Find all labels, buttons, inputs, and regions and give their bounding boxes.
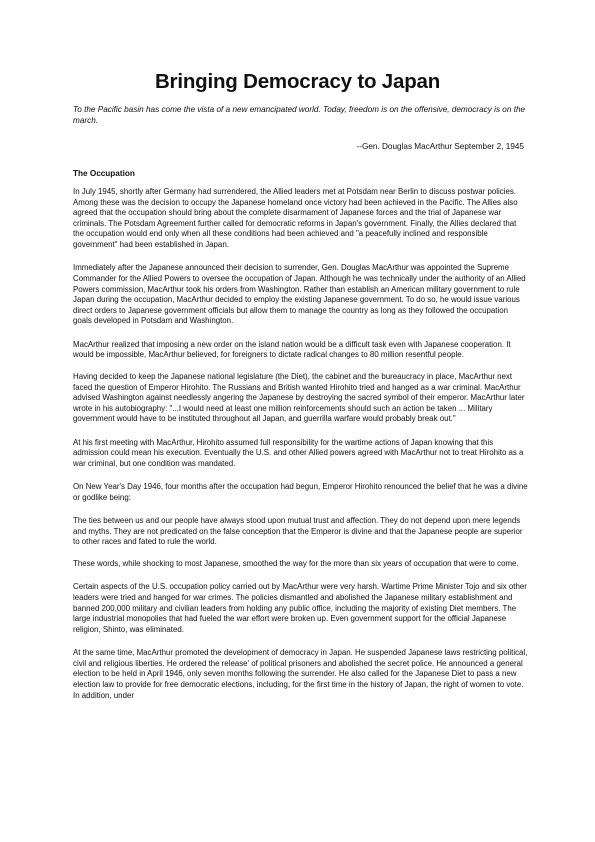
section-heading: The Occupation (73, 169, 135, 178)
paragraph: In July 1945, shortly after Germany had surrendered, the Allied leaders met at Potsdam near Berlin to discuss postwar policies. Among these was the decision to occupy the Japanese homeland once victory had been achieved in the Pacific. The Allies also agreed that the occupation should bring about the complete disarmament of Japanese forces and the trial of Japanese war criminals. The Potsdam Agreement further called for democratic reforms in Japan's government. Finally, the Allies declared that the occupation would end only when all these conditions had been achieved and "a peacefully inclined and responsible government" had been established in Japan. (73, 187, 518, 249)
paragraph: These words, while shocking to most Japanese, smoothed the way for the more than six years of occupation that were to come. (73, 559, 519, 569)
body-text (73, 187, 528, 714)
paragraph: Having decided to keep the Japanese national legislature (the Diet), the cabinet and the bureaucracy in place, MacArthur next faced the question of Emperor Hirohito. The Russians and British wanted Hirohito tried and hanged as a war criminal. MacArthur advised Washington against needlessly angering the Japanese by destroying the sacred symbol of their emperor. MacArthur later wrote in his autobiography: "...I would need at least one million reinforcements should such an action be taken ... Military government would have to be instituted throughout all Japan, and guerrilla warfare would probably break out." (73, 371, 525, 424)
paragraph: MacArthur realized that imposing a new order on the island nation would be a difficult task even with Japanese cooperation. It would be impossible, MacArthur believed, for foreigners to dictate radical changes to 80 million resentful people. (73, 339, 511, 360)
paragraph: Immediately after the Japanese announced their decision to surrender, Gen. Douglas MacArthur was appointed the Supreme Commander for the Allied Powers to oversee the occupation of Japan. Although he was technically under the authority of an Allied Powers commission, MacArthur took his orders from Washington. Rather than establish an American military government to rule Japan during the occupation, MacArthur decided to employ the existing Japanese government. To do so, he would issue various direct orders to Japanese government officials but allow them to manage the country as long as they followed the occupation goals developed in Potsdam and Washington. (73, 263, 526, 326)
page-title: Bringing Democracy to Japan (154, 70, 441, 93)
block-quote: The ties between us and our people have always stood upon mutual trust and affection. They do not depend upon mere legends and myths. They are not predicated on the false conception that the Emperor is divine and that the Japanese people are superior to other races and fated to rule the world. (73, 516, 523, 547)
paragraph: On New Year's Day 1946, four months after the occupation had begun, Emperor Hirohito renounced the belief that he was a divine or godlike being: (73, 482, 528, 502)
paragraph: Certain aspects of the U.S. occupation policy carried out by MacArthur were very harsh. Wartime Prime Minister Tojo and six other leaders were tried and hanged for war crimes. The policies dismantled and abolished the Japanese military establishment and banned 200,000 military and civilian leaders from holding any public office, including the majority of existing Diet members. The large industrial monopolies that had fueled the war effort were broken up. Even government support for the official Japanese religion, Shinto, was eliminated. (73, 582, 527, 634)
paragraph: At his first meeting with MacArthur, Hirohito assumed full responsibility for the wartime actions of Japan knowing that this admission could mean his execution. Eventually the U.S. and other Allied powers agreed with MacArthur not to treat Hirohito as a war criminal, but one condition was mandated. (73, 437, 524, 468)
epigraph-attribution: --Gen. Douglas MacArthur September 2, 1945 (356, 142, 524, 151)
epigraph-quote: To the Pacific basin has come the vista of a new emancipated world. Today, freedom is on the offensive, democracy is on the march. (73, 105, 526, 125)
paragraph: At the same time, MacArthur promoted the development of democracy in Japan. He suspended Japanese laws restricting political, civil and religious liberties. He ordered the release' of political prisoners and abolished the secret police. He announced a general election to be held in April 1946, only seven months following the surrender. He also called for the Japanese Diet to pass a new election law to provide for free democratic elections, including, for the first time in the history of Japan, the right of women to vote. In addition, under (73, 648, 528, 700)
